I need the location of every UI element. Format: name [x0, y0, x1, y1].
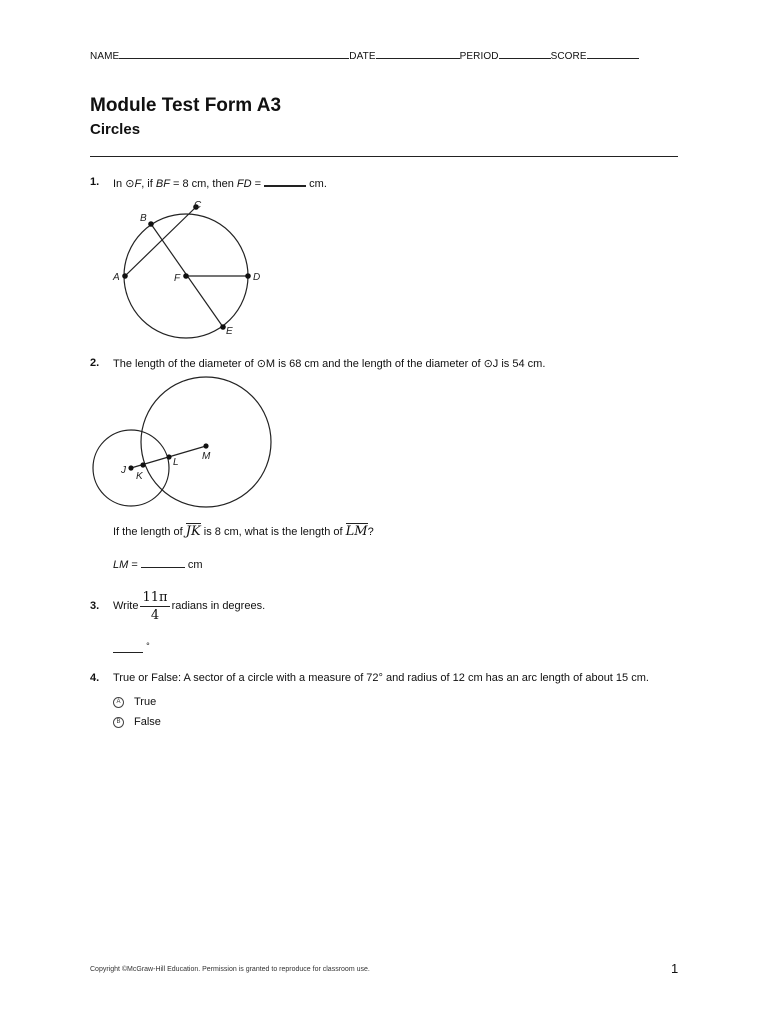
- question-4-number: 4.: [90, 672, 100, 684]
- option-true[interactable]: A True: [113, 696, 156, 708]
- point-m: [203, 443, 208, 448]
- segment-jk: JK: [185, 524, 201, 539]
- label-k: K: [136, 471, 143, 482]
- point-a: [122, 273, 128, 279]
- question-3-answer: °: [113, 641, 150, 656]
- question-3-answer-blank[interactable]: [113, 643, 143, 653]
- label-d: D: [253, 272, 261, 283]
- point-l: [166, 454, 171, 459]
- question-1-text: In ⊙F, if BF = 8 cm, then FD = cm.: [113, 178, 327, 190]
- point-j: [128, 465, 133, 470]
- point-d: [245, 273, 251, 279]
- name-label: NAME: [90, 51, 120, 62]
- point-k: [140, 462, 145, 467]
- label-a: A: [113, 272, 120, 283]
- date-field[interactable]: [376, 47, 460, 59]
- label-l: L: [173, 457, 179, 468]
- label-c: C: [194, 200, 202, 211]
- chord-ac: [125, 207, 196, 276]
- segment-lm: LM: [345, 524, 368, 539]
- page-title: Module Test Form A3: [90, 95, 282, 116]
- label-j: J: [121, 465, 126, 476]
- label-f: F: [174, 273, 181, 284]
- circle-m: [141, 377, 271, 507]
- score-label: SCORE: [550, 51, 587, 62]
- question-2-number: 2.: [90, 357, 100, 369]
- period-label: PERIOD: [459, 51, 499, 62]
- copyright-footer: Copyright ©McGraw-Hill Education. Permission is granted to reproduce for classroom use.: [90, 966, 370, 973]
- question-2-answer: LM = cm: [113, 559, 203, 571]
- question-4-text: True or False: A sector of a circle with a measure of 72° and radius of 12 cm has an arc length of about 15 cm.: [113, 672, 649, 684]
- question-3-text: Write $\frac{11\pi}{4}$ radians in degrees.: [113, 589, 266, 623]
- score-field[interactable]: [587, 47, 639, 59]
- question-2-answer-blank[interactable]: [141, 558, 185, 568]
- point-b: [148, 221, 154, 227]
- question-2-figure: [85, 375, 285, 515]
- point-f: [183, 273, 189, 279]
- label-b: B: [140, 213, 147, 224]
- header-fields: [90, 47, 639, 62]
- label-e: E: [226, 326, 233, 337]
- page-subtitle: Circles: [90, 121, 141, 138]
- option-false[interactable]: B False: [113, 716, 161, 728]
- date-label: DATE: [349, 51, 376, 62]
- label-m: M: [202, 451, 211, 462]
- option-b-bubble[interactable]: B: [113, 717, 124, 728]
- point-e: [220, 324, 226, 330]
- divider: [90, 156, 678, 157]
- question-2-subquestion: If the length of JK is 8 cm, what is the length of LM?: [113, 524, 374, 539]
- page-number: 1: [671, 961, 679, 976]
- question-1-number: 1.: [90, 176, 100, 188]
- question-1-figure: [105, 195, 275, 345]
- question-2-text: The length of the diameter of ⊙M is 68 cm and the length of the diameter of ⊙J is 54 cm.: [113, 358, 546, 370]
- name-field[interactable]: [119, 47, 349, 59]
- option-a-bubble[interactable]: A: [113, 697, 124, 708]
- question-1-answer-blank[interactable]: [264, 176, 306, 187]
- fraction-11pi-over-4: $\frac{11\pi}{4}$: [142, 589, 168, 623]
- question-3-number: 3.: [90, 600, 100, 612]
- period-field[interactable]: [499, 47, 551, 59]
